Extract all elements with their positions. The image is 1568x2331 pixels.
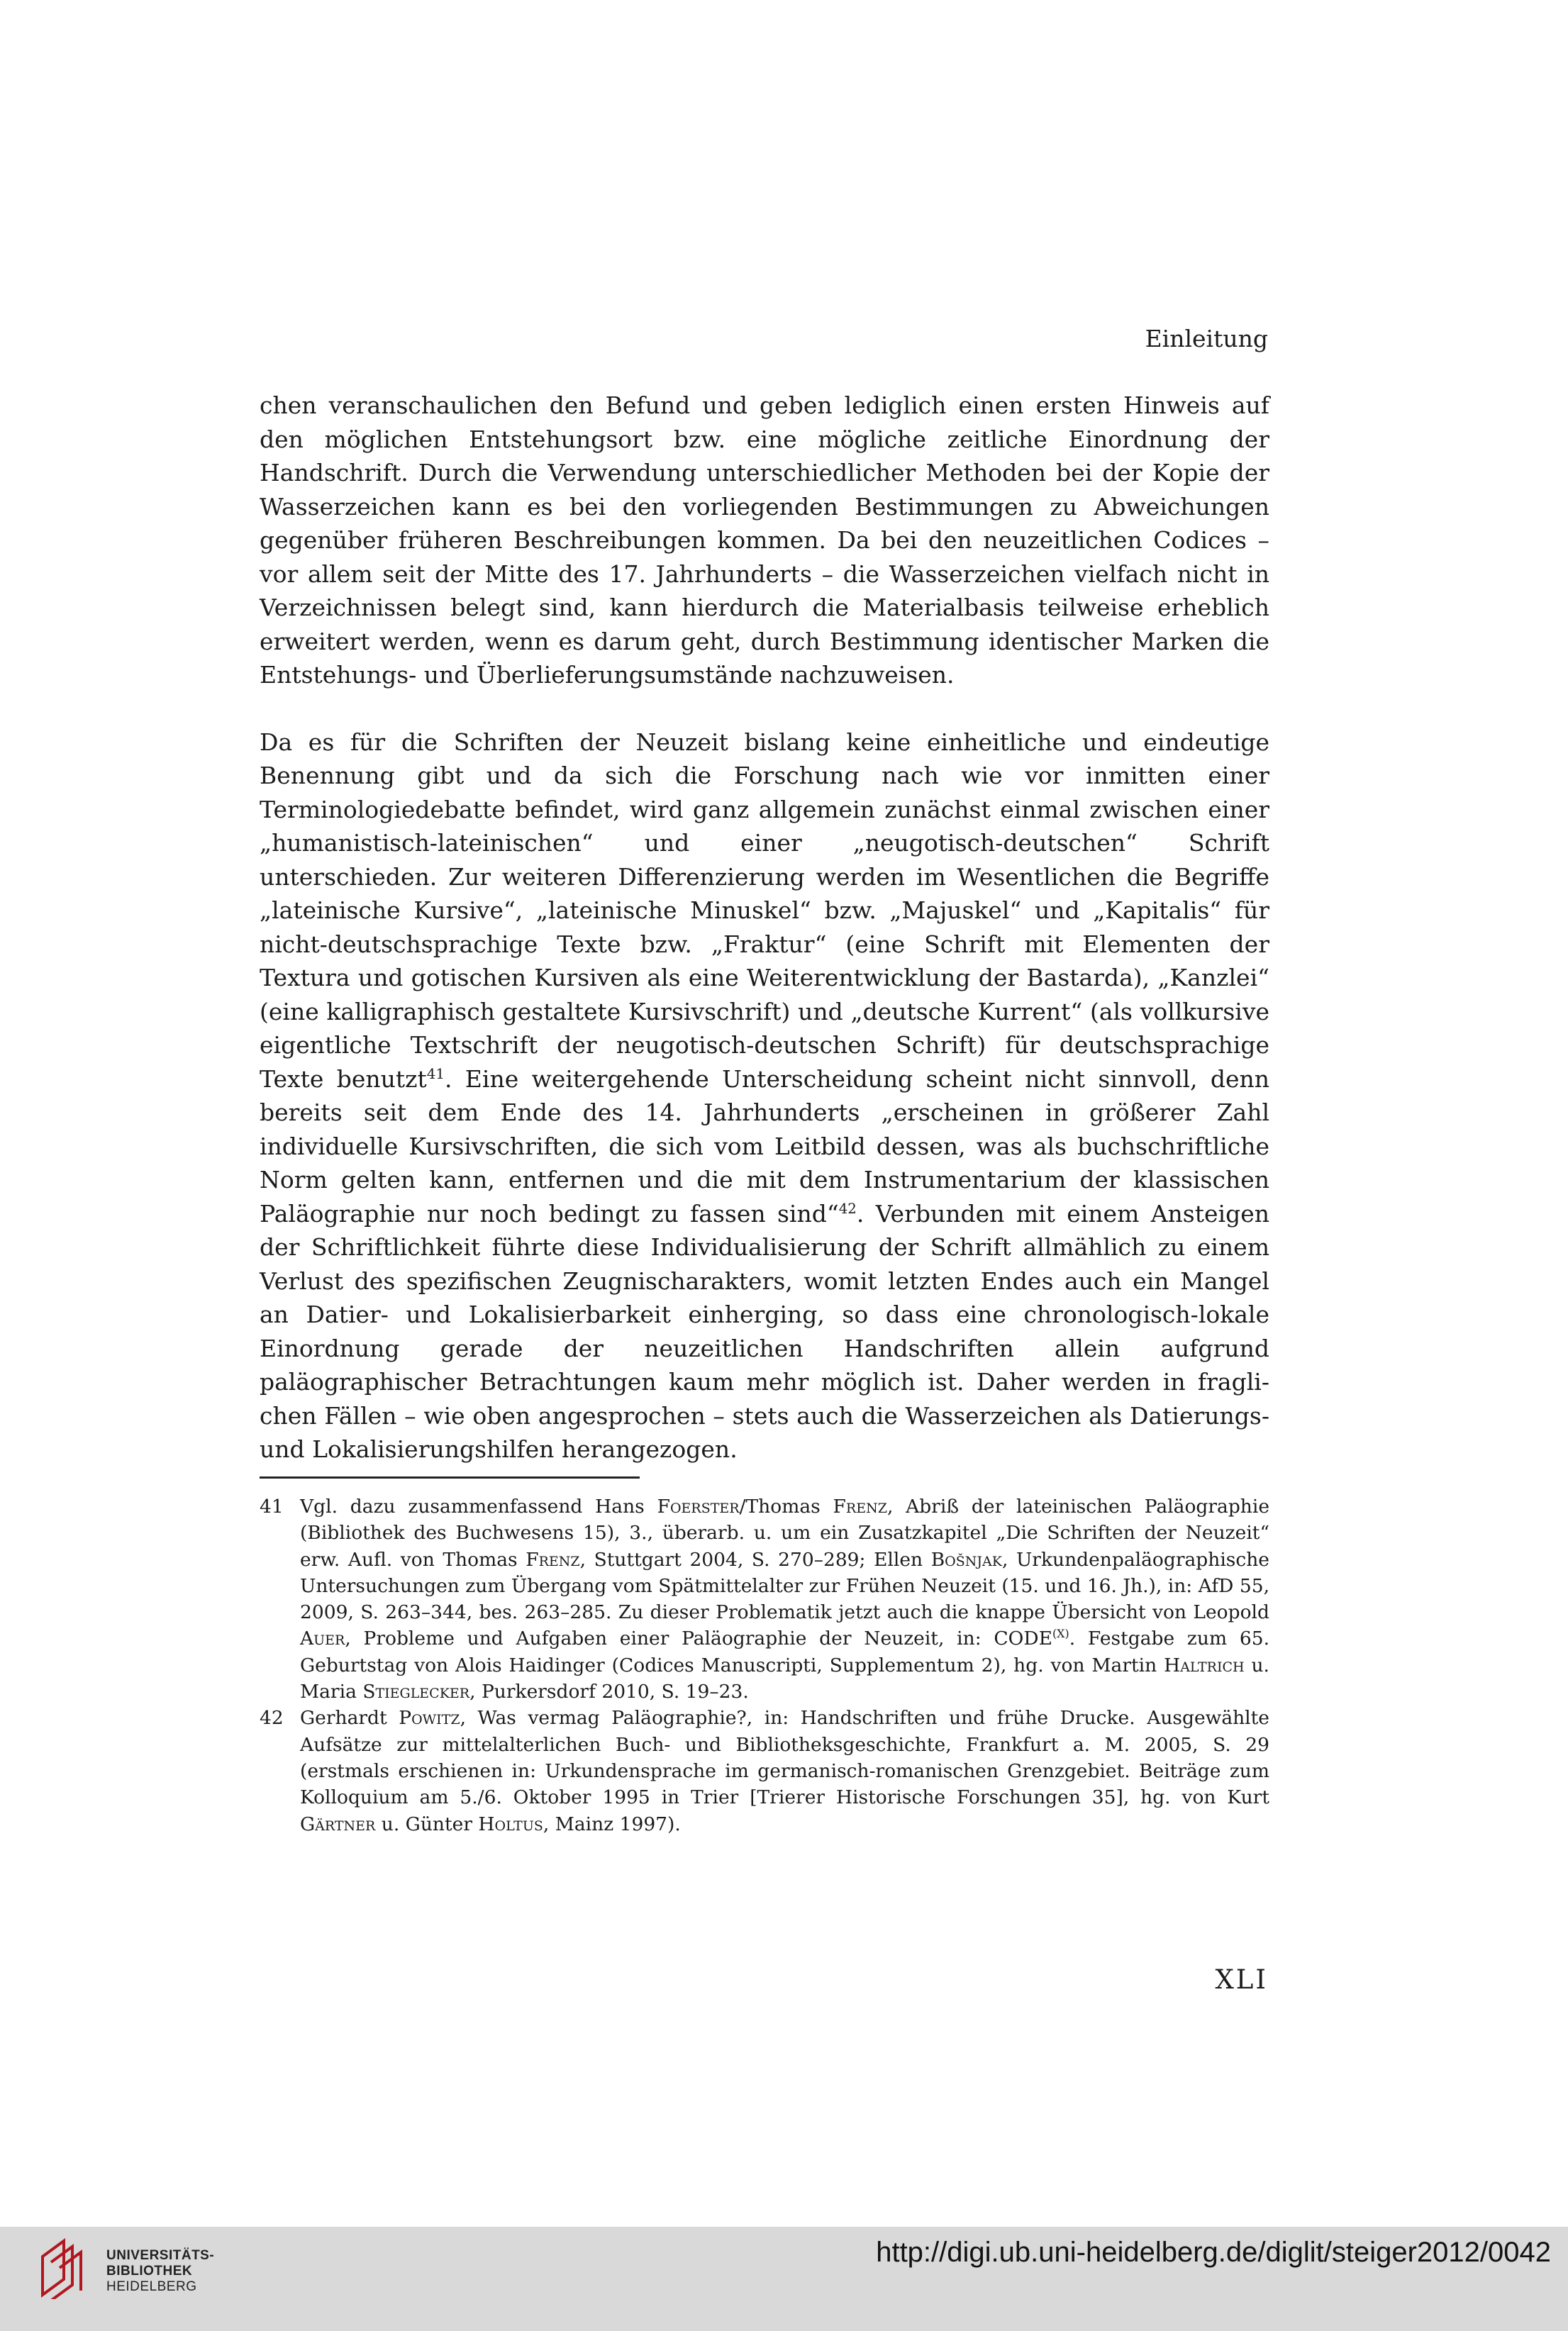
page-number: XLI	[1215, 1964, 1268, 1995]
footnote-ref-42[interactable]: 42	[838, 1200, 857, 1217]
author-name: Holtus	[478, 1813, 543, 1835]
author-name: Auer	[300, 1628, 345, 1650]
library-name	[106, 2248, 214, 2295]
library-name-line-1: UNIVERSITÄTS-	[106, 2248, 215, 2263]
author-name: Stieglecker	[362, 1681, 470, 1703]
footnote-text-run: . Festgabe zum 65. Geburtstag von Alois Haidinger (Codices Manuscripti, Supplementum 2), hg. von Martin	[300, 1628, 1269, 1676]
footnote-text-run: Gerhardt	[300, 1707, 399, 1730]
footnote-text-run: , Urkundenpaläographische Untersuchungen zum Übergang vom Spätmittelalter zur Frühen Neuzeit (15. und 16. Jh.), in: AfD 55, 2009, S. 263–344, bes. 263–285. Zu dieser Problematik jetzt auch die knappe Übersicht von Leopold	[300, 1548, 1269, 1624]
author-name: Haltrich	[1164, 1654, 1245, 1676]
paragraph-2-part-a: Da es für die Schriften der Neuzeit bislang keine einheitliche und eindeutige Benennung gibt und da sich die Forschung nach wie vor inmitten einer Terminologiedebatte befindet, wird ganz allgemein zunächst einmal zwischen einer „humanistisch-lateinischen“ und einer „neugotisch-deutschen“ Schrift unterschieden. Zur weiteren Differenzierung werden im Wesentlichen die Begriffe „lateinische Kursive“, „lateinische Minuskel“ bzw. „Majuskel“ und „Kapitalis“ für nicht-deutschsprachige Texte bzw. „Fraktur“ (eine Schrift mit Elementen der Textura und gotischen Kursiven als eine Weiterentwicklung der Bastarda), „Kanzlei“ (eine kalligraphisch gestaltete Kursivschrift) und „deutsche Kurrent“ (als vollkursive eigentliche Textschrift der neugotisch-deutschen Schrift) für deutschsprachige Texte benutzt	[260, 728, 1269, 1093]
author-name: Powitz	[399, 1707, 460, 1730]
author-name: Frenz	[833, 1496, 887, 1518]
footnote-text-run: , Stuttgart 2004, S. 270–289; Ellen	[579, 1548, 931, 1571]
footnote-text-run: , Purkersdorf 2010, S. 19–23.	[469, 1681, 749, 1703]
running-head: Einleitung	[1145, 325, 1268, 352]
digitization-footer	[0, 2227, 1568, 2331]
footnote-ref-41[interactable]: 41	[426, 1065, 445, 1082]
paragraph-2-part-c: . Verbunden mit einem Ansteigen der Schriftlichkeit führte diese Individualisierung der Schrift allmählich zu einem Verlust des spezifischen Zeugnischarakters, womit letzten Endes auch ein Mangel an Datier- und Lokalisierbarkeit einherging, so dass eine chronologisch-lokale Einordnung gerade der neuzeitlichen Handschriften allein aufgrund paläographischer Betrachtungen kaum mehr möglich ist. Daher werden in fraglichen Fällen – wie oben angesprochen – stets auch die Wasserzeichen als Datierungs- und Lokalisierungshilfen herangezogen.	[260, 1199, 1269, 1463]
paragraph-1: chen veranschaulichen den Befund und geben lediglich einen ersten Hinweis auf den möglichen Entstehungsort bzw. eine mögliche zeitliche Einordnung der Handschrift. Durch die Verwendung unterschiedlicher Methoden bei der Kopie der Wasserzeichen kann es bei den vorliegenden Bestimmungen zu Abweichungen gegenüber früheren Beschreibungen kommen. Da bei den neuzeitlichen Codices – vor allem seit der Mitte des 17. Jahrhunderts – die Wasserzeichen vielfach nicht in Verzeichnissen belegt sind, kann hierdurch die Materialbasis teilweise erheblich erweitert werden, wenn es darum geht, durch Bestimmung identischer Marken die Entstehungs- und Überlieferungsumstände nachzuweisen.	[260, 391, 1269, 689]
author-name: Gärtner	[300, 1813, 376, 1835]
footnote-number: 42	[260, 1707, 284, 1730]
footnote-41	[260, 1493, 1269, 1705]
footnote-text	[300, 1705, 1269, 1837]
footnote-text-run: /Thomas	[739, 1496, 833, 1518]
footnote-text-run: u. Günter	[375, 1813, 479, 1835]
footnote-text-run: , Was vermag Paläographie?, in: Handschriften und frühe Drucke. Ausgewählte Aufsätze zur mittelalterlichen Buch- und Bibliotheksgeschichte, Frankfurt a. M. 2005, S. 29 (erstmals erschienen in: Urkundensprache im germanisch-romanischen Grenzgebiet. Beiträge zum Kolloquium am 5./6. Oktober 1995 in Trier [Trierer Historische Forschungen 35], hg. von Kurt	[300, 1707, 1269, 1809]
paragraph-2	[260, 725, 1269, 1467]
footnote-text-run: , Probleme und Aufgaben einer Paläographie der Neuzeit, in: CODE	[345, 1628, 1052, 1650]
permalink-url[interactable]: http://digi.ub.uni-heidelberg.de/diglit/steiger2012/0042	[876, 2237, 1551, 2268]
footnote-text-run: , Abriß der lateinischen Paläographie (Bibliothek des Buchwesens 15), 3., überarb. u. um ein Zusatzkapitel „Die Schriften der Neuzeit“ erw. Aufl. von Thomas	[300, 1496, 1270, 1571]
footnotes	[260, 1493, 1269, 1837]
footnote-text-run: Vgl. dazu zusammenfassend Hans	[300, 1496, 657, 1518]
footnote-42	[260, 1705, 1269, 1837]
footnote-separator	[260, 1476, 640, 1479]
author-name: Frenz	[526, 1548, 580, 1571]
main-text	[260, 389, 1269, 1467]
paragraph-2-part-b: . Eine weitergehende Unterscheidung scheint nicht sinnvoll, denn bereits seit dem Ende des 14. Jahrhunderts „erscheinen in größerer Zahl individuelle Kursivschriften, die sich vom Leitbild dessen, was als buchschriftliche Norm gelten kann, entfernen und die mit dem Instrumentarium der klassischen Paläographie nur noch bedingt zu fassen sind“	[260, 1064, 1269, 1228]
footnote-number: 41	[260, 1496, 284, 1518]
library-name-line-2: BIBLIOTHEK	[106, 2264, 193, 2279]
library-name-line-3: HEIDELBERG	[106, 2279, 197, 2294]
author-name: Bošnjak	[930, 1548, 1002, 1571]
superscript-label: (X)	[1052, 1627, 1069, 1641]
footnote-text	[300, 1493, 1269, 1705]
footnote-text-run: , Mainz 1997).	[543, 1813, 681, 1835]
author-name: Foerster	[657, 1496, 740, 1518]
library-logo-icon	[35, 2235, 96, 2299]
footnote-text-run: u. Maria	[300, 1654, 1269, 1703]
